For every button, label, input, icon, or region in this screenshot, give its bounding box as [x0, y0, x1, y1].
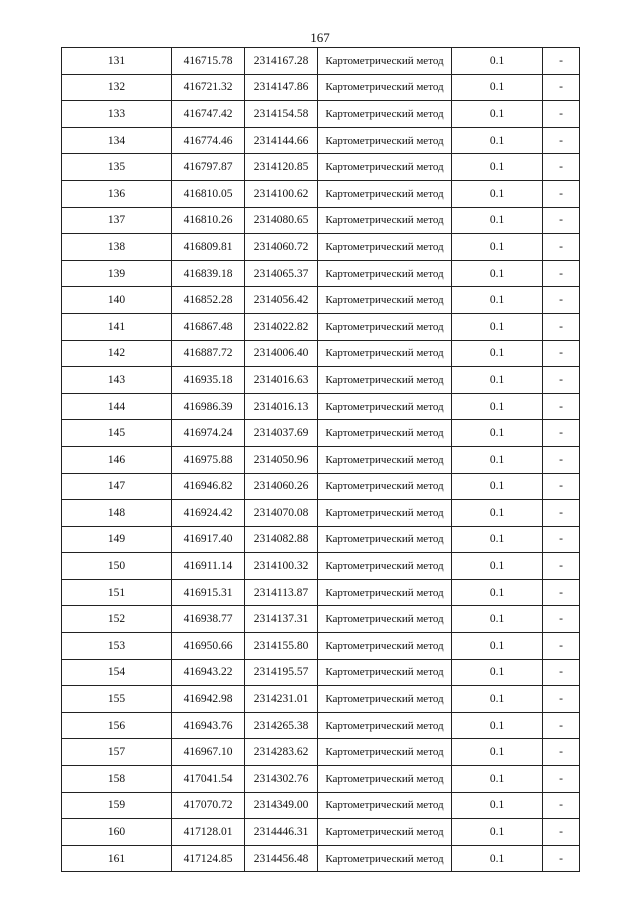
point-number-cell: 150: [62, 553, 172, 580]
note-cell: -: [543, 127, 580, 154]
table-row: [62, 606, 580, 633]
y-coordinate-cell: 2314022.82: [245, 313, 318, 340]
accuracy-cell: 0.1: [452, 420, 543, 447]
method-cell: Картометрический метод: [318, 180, 452, 207]
point-number-cell: 147: [62, 473, 172, 500]
point-number-cell: 149: [62, 526, 172, 553]
x-coordinate-cell: 417041.54: [172, 766, 245, 793]
accuracy-cell: 0.1: [452, 101, 543, 128]
note-cell: -: [543, 792, 580, 819]
x-coordinate-cell: 416974.24: [172, 420, 245, 447]
point-number-cell: 153: [62, 633, 172, 660]
method-cell: Картометрический метод: [318, 74, 452, 101]
point-number-cell: 131: [62, 48, 172, 75]
x-coordinate-cell: 416809.81: [172, 234, 245, 261]
x-coordinate-cell: 416839.18: [172, 260, 245, 287]
accuracy-cell: 0.1: [452, 74, 543, 101]
x-coordinate-cell: 416747.42: [172, 101, 245, 128]
note-cell: -: [543, 579, 580, 606]
y-coordinate-cell: 2314120.85: [245, 154, 318, 181]
accuracy-cell: 0.1: [452, 473, 543, 500]
accuracy-cell: 0.1: [452, 553, 543, 580]
table-row: [62, 712, 580, 739]
note-cell: -: [543, 234, 580, 261]
table-row: [62, 313, 580, 340]
method-cell: Картометрический метод: [318, 500, 452, 527]
note-cell: -: [543, 739, 580, 766]
x-coordinate-cell: 416810.26: [172, 207, 245, 234]
table-row: [62, 819, 580, 846]
x-coordinate-cell: 416721.32: [172, 74, 245, 101]
point-number-cell: 158: [62, 766, 172, 793]
accuracy-cell: 0.1: [452, 393, 543, 420]
point-number-cell: 156: [62, 712, 172, 739]
table-row: [62, 792, 580, 819]
method-cell: Картометрический метод: [318, 686, 452, 713]
x-coordinate-cell: 416942.98: [172, 686, 245, 713]
table-row: [62, 659, 580, 686]
method-cell: Картометрический метод: [318, 127, 452, 154]
y-coordinate-cell: 2314137.31: [245, 606, 318, 633]
point-number-cell: 134: [62, 127, 172, 154]
y-coordinate-cell: 2314070.08: [245, 500, 318, 527]
note-cell: -: [543, 393, 580, 420]
table-row: [62, 845, 580, 872]
method-cell: Картометрический метод: [318, 819, 452, 846]
note-cell: -: [543, 819, 580, 846]
table-row: [62, 739, 580, 766]
note-cell: -: [543, 712, 580, 739]
table-row: [62, 420, 580, 447]
method-cell: Картометрический метод: [318, 207, 452, 234]
accuracy-cell: 0.1: [452, 792, 543, 819]
x-coordinate-cell: 416938.77: [172, 606, 245, 633]
note-cell: -: [543, 420, 580, 447]
x-coordinate-cell: 416911.14: [172, 553, 245, 580]
point-number-cell: 135: [62, 154, 172, 181]
note-cell: -: [543, 287, 580, 314]
note-cell: -: [543, 633, 580, 660]
accuracy-cell: 0.1: [452, 526, 543, 553]
accuracy-cell: 0.1: [452, 766, 543, 793]
method-cell: Картометрический метод: [318, 766, 452, 793]
x-coordinate-cell: 416986.39: [172, 393, 245, 420]
note-cell: -: [543, 553, 580, 580]
accuracy-cell: 0.1: [452, 48, 543, 75]
x-coordinate-cell: 416967.10: [172, 739, 245, 766]
point-number-cell: 160: [62, 819, 172, 846]
table-row: [62, 180, 580, 207]
point-number-cell: 138: [62, 234, 172, 261]
table-row: [62, 74, 580, 101]
point-number-cell: 154: [62, 659, 172, 686]
point-number-cell: 161: [62, 845, 172, 872]
x-coordinate-cell: 416950.66: [172, 633, 245, 660]
table-row: [62, 234, 580, 261]
x-coordinate-cell: 417128.01: [172, 819, 245, 846]
table-row: [62, 553, 580, 580]
y-coordinate-cell: 2314147.86: [245, 74, 318, 101]
x-coordinate-cell: 416915.31: [172, 579, 245, 606]
accuracy-cell: 0.1: [452, 686, 543, 713]
y-coordinate-cell: 2314113.87: [245, 579, 318, 606]
method-cell: Картометрический метод: [318, 606, 452, 633]
y-coordinate-cell: 2314056.42: [245, 287, 318, 314]
method-cell: Картометрический метод: [318, 287, 452, 314]
accuracy-cell: 0.1: [452, 154, 543, 181]
x-coordinate-cell: 416975.88: [172, 446, 245, 473]
coordinates-table: [61, 47, 580, 872]
y-coordinate-cell: 2314231.01: [245, 686, 318, 713]
note-cell: -: [543, 766, 580, 793]
accuracy-cell: 0.1: [452, 659, 543, 686]
point-number-cell: 141: [62, 313, 172, 340]
x-coordinate-cell: 416935.18: [172, 367, 245, 394]
y-coordinate-cell: 2314060.26: [245, 473, 318, 500]
y-coordinate-cell: 2314065.37: [245, 260, 318, 287]
note-cell: -: [543, 446, 580, 473]
y-coordinate-cell: 2314016.63: [245, 367, 318, 394]
table-row: [62, 101, 580, 128]
point-number-cell: 144: [62, 393, 172, 420]
accuracy-cell: 0.1: [452, 260, 543, 287]
point-number-cell: 151: [62, 579, 172, 606]
table-row: [62, 367, 580, 394]
point-number-cell: 157: [62, 739, 172, 766]
point-number-cell: 136: [62, 180, 172, 207]
method-cell: Картометрический метод: [318, 48, 452, 75]
y-coordinate-cell: 2314082.88: [245, 526, 318, 553]
accuracy-cell: 0.1: [452, 579, 543, 606]
method-cell: Картометрический метод: [318, 340, 452, 367]
point-number-cell: 145: [62, 420, 172, 447]
accuracy-cell: 0.1: [452, 446, 543, 473]
note-cell: -: [543, 606, 580, 633]
method-cell: Картометрический метод: [318, 792, 452, 819]
table-row: [62, 446, 580, 473]
point-number-cell: 152: [62, 606, 172, 633]
method-cell: Картометрический метод: [318, 446, 452, 473]
note-cell: -: [543, 101, 580, 128]
accuracy-cell: 0.1: [452, 367, 543, 394]
x-coordinate-cell: 416810.05: [172, 180, 245, 207]
accuracy-cell: 0.1: [452, 127, 543, 154]
x-coordinate-cell: 417124.85: [172, 845, 245, 872]
note-cell: -: [543, 207, 580, 234]
accuracy-cell: 0.1: [452, 845, 543, 872]
y-coordinate-cell: 2314302.76: [245, 766, 318, 793]
table-row: [62, 207, 580, 234]
method-cell: Картометрический метод: [318, 579, 452, 606]
y-coordinate-cell: 2314283.62: [245, 739, 318, 766]
point-number-cell: 139: [62, 260, 172, 287]
table-row: [62, 340, 580, 367]
y-coordinate-cell: 2314155.80: [245, 633, 318, 660]
method-cell: Картометрический метод: [318, 553, 452, 580]
y-coordinate-cell: 2314154.58: [245, 101, 318, 128]
accuracy-cell: 0.1: [452, 340, 543, 367]
x-coordinate-cell: 416946.82: [172, 473, 245, 500]
note-cell: -: [543, 154, 580, 181]
table-row: [62, 48, 580, 75]
y-coordinate-cell: 2314195.57: [245, 659, 318, 686]
method-cell: Картометрический метод: [318, 313, 452, 340]
note-cell: -: [543, 526, 580, 553]
method-cell: Картометрический метод: [318, 739, 452, 766]
table-row: [62, 633, 580, 660]
table-row: [62, 260, 580, 287]
table-row: [62, 526, 580, 553]
y-coordinate-cell: 2314456.48: [245, 845, 318, 872]
x-coordinate-cell: 416715.78: [172, 48, 245, 75]
y-coordinate-cell: 2314100.32: [245, 553, 318, 580]
table-row: [62, 686, 580, 713]
note-cell: -: [543, 180, 580, 207]
note-cell: -: [543, 48, 580, 75]
note-cell: -: [543, 340, 580, 367]
y-coordinate-cell: 2314006.40: [245, 340, 318, 367]
x-coordinate-cell: 416774.46: [172, 127, 245, 154]
coordinates-table-body: [62, 48, 580, 872]
method-cell: Картометрический метод: [318, 659, 452, 686]
accuracy-cell: 0.1: [452, 633, 543, 660]
table-row: [62, 393, 580, 420]
table-row: [62, 500, 580, 527]
x-coordinate-cell: 416887.72: [172, 340, 245, 367]
point-number-cell: 143: [62, 367, 172, 394]
y-coordinate-cell: 2314080.65: [245, 207, 318, 234]
point-number-cell: 140: [62, 287, 172, 314]
accuracy-cell: 0.1: [452, 819, 543, 846]
x-coordinate-cell: 416943.22: [172, 659, 245, 686]
y-coordinate-cell: 2314060.72: [245, 234, 318, 261]
point-number-cell: 155: [62, 686, 172, 713]
method-cell: Картометрический метод: [318, 473, 452, 500]
x-coordinate-cell: 417070.72: [172, 792, 245, 819]
table-row: [62, 473, 580, 500]
point-number-cell: 137: [62, 207, 172, 234]
x-coordinate-cell: 416852.28: [172, 287, 245, 314]
x-coordinate-cell: 416867.48: [172, 313, 245, 340]
method-cell: Картометрический метод: [318, 526, 452, 553]
note-cell: -: [543, 686, 580, 713]
table-row: [62, 579, 580, 606]
accuracy-cell: 0.1: [452, 207, 543, 234]
point-number-cell: 146: [62, 446, 172, 473]
accuracy-cell: 0.1: [452, 313, 543, 340]
y-coordinate-cell: 2314349.00: [245, 792, 318, 819]
accuracy-cell: 0.1: [452, 606, 543, 633]
point-number-cell: 142: [62, 340, 172, 367]
note-cell: -: [543, 260, 580, 287]
method-cell: Картометрический метод: [318, 101, 452, 128]
point-number-cell: 148: [62, 500, 172, 527]
table-row: [62, 154, 580, 181]
accuracy-cell: 0.1: [452, 739, 543, 766]
y-coordinate-cell: 2314037.69: [245, 420, 318, 447]
method-cell: Картометрический метод: [318, 393, 452, 420]
method-cell: Картометрический метод: [318, 633, 452, 660]
method-cell: Картометрический метод: [318, 260, 452, 287]
method-cell: Картометрический метод: [318, 234, 452, 261]
y-coordinate-cell: 2314446.31: [245, 819, 318, 846]
page-number: 167: [310, 30, 330, 45]
y-coordinate-cell: 2314167.28: [245, 48, 318, 75]
accuracy-cell: 0.1: [452, 287, 543, 314]
method-cell: Картометрический метод: [318, 845, 452, 872]
note-cell: -: [543, 845, 580, 872]
note-cell: -: [543, 473, 580, 500]
point-number-cell: 133: [62, 101, 172, 128]
method-cell: Картометрический метод: [318, 154, 452, 181]
table-row: [62, 766, 580, 793]
y-coordinate-cell: 2314016.13: [245, 393, 318, 420]
y-coordinate-cell: 2314265.38: [245, 712, 318, 739]
method-cell: Картометрический метод: [318, 420, 452, 447]
table-row: [62, 127, 580, 154]
method-cell: Картометрический метод: [318, 367, 452, 394]
point-number-cell: 159: [62, 792, 172, 819]
y-coordinate-cell: 2314144.66: [245, 127, 318, 154]
accuracy-cell: 0.1: [452, 500, 543, 527]
note-cell: -: [543, 313, 580, 340]
note-cell: -: [543, 659, 580, 686]
method-cell: Картометрический метод: [318, 712, 452, 739]
x-coordinate-cell: 416797.87: [172, 154, 245, 181]
accuracy-cell: 0.1: [452, 180, 543, 207]
y-coordinate-cell: 2314050.96: [245, 446, 318, 473]
x-coordinate-cell: 416924.42: [172, 500, 245, 527]
note-cell: -: [543, 500, 580, 527]
table-row: [62, 287, 580, 314]
y-coordinate-cell: 2314100.62: [245, 180, 318, 207]
x-coordinate-cell: 416917.40: [172, 526, 245, 553]
note-cell: -: [543, 367, 580, 394]
x-coordinate-cell: 416943.76: [172, 712, 245, 739]
accuracy-cell: 0.1: [452, 712, 543, 739]
point-number-cell: 132: [62, 74, 172, 101]
note-cell: -: [543, 74, 580, 101]
accuracy-cell: 0.1: [452, 234, 543, 261]
